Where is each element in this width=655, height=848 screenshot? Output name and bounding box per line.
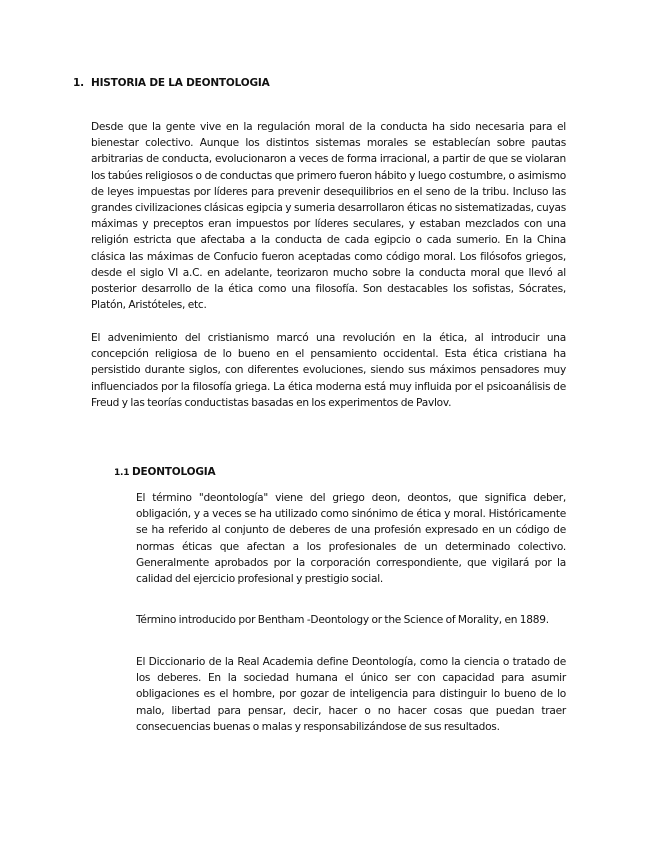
paragraph-deontologia-1: El término "deontología" viene del griego deon, deontos, que significa deber, obligación, y a veces se ha utilizado como sinónimo de ética y moral. Históricamente se ha referido al conjunto de deberes de una profesión expresado en un código de normas éticas que afectan a los profesionales de un determinado colectivo. Generalmente aprobados por la corporación correspondiente, que vigilará por la calidad del ejercicio profesional y prestigio social.	[136, 492, 566, 586]
section-heading-historia	[73, 77, 270, 89]
paragraph-deontologia-2: Término introducido por Bentham -Deontology or the Science of Morality, en 1889.	[136, 614, 549, 626]
subsection-title: DEONTOLOGIA	[132, 466, 216, 478]
subsection-heading-deontologia	[114, 466, 215, 478]
paragraph-historia-1: Desde que la gente vive en la regulación moral de la conducta ha sido necesaria para el bienestar colectivo. Aunque los distintos sistemas morales se establecían sobre pautas arbitrarias de conducta, evolucionaron a veces de forma irracional, a partir de que se violaran los tabúes religiosos o de conductas que primero fueron hábito y luego costumbre, o asimismo de leyes impuestas por líderes para prevenir desequilibrios en el seno de la tribu. Incluso las grandes civilizaciones clásicas egipcia y sumeria desarrollaron éticas no sistematizadas, cuyas máximas y preceptos eran impuestos por líderes seculares, y estaban mezclados con una religión estricta que afectaba a la conducta de cada egipcio o cada sumerio. En la China clásica las máximas de Confucio fueron aceptadas como código moral. Los filósofos griegos, desde el siglo VI a.C. en adelante, teorizaron mucho sobre la conducta moral que llevó al posterior desarrollo de la ética como una filosofía. Son destacables los sofistas, Sócrates, Platón, Aristóteles, etc.	[91, 121, 566, 312]
paragraph-deontologia-3: El Diccionario de la Real Academia define Deontología, como la ciencia o tratado de los deberes. En la sociedad humana el único ser con capacidad para asumir obligaciones es el hombre, por gozar de inteligencia para distinguir lo bueno de lo malo, libertad para pensar, decir, hacer o no hacer cosas que puedan traer consecuencias buenas o malas y responsabilizándose de sus resultados.	[136, 656, 566, 733]
subsection-number: 1.1	[114, 468, 130, 478]
section-number: 1.	[73, 77, 84, 89]
section-title: HISTORIA DE LA DEONTOLOGIA	[91, 77, 270, 89]
paragraph-historia-2: El advenimiento del cristianismo marcó una revolución en la ética, al introducir una concepción religiosa de lo bueno en el pensamiento occidental. Esta ética cristiana ha persistido durante siglos, con diferentes evoluciones, siendo sus máximos pensadores muy influenciados por la filosofía griega. La ética moderna está muy influida por el psicoanálisis de Freud y las teorías conductistas basadas en los experimentos de Pavlov.	[91, 332, 566, 409]
